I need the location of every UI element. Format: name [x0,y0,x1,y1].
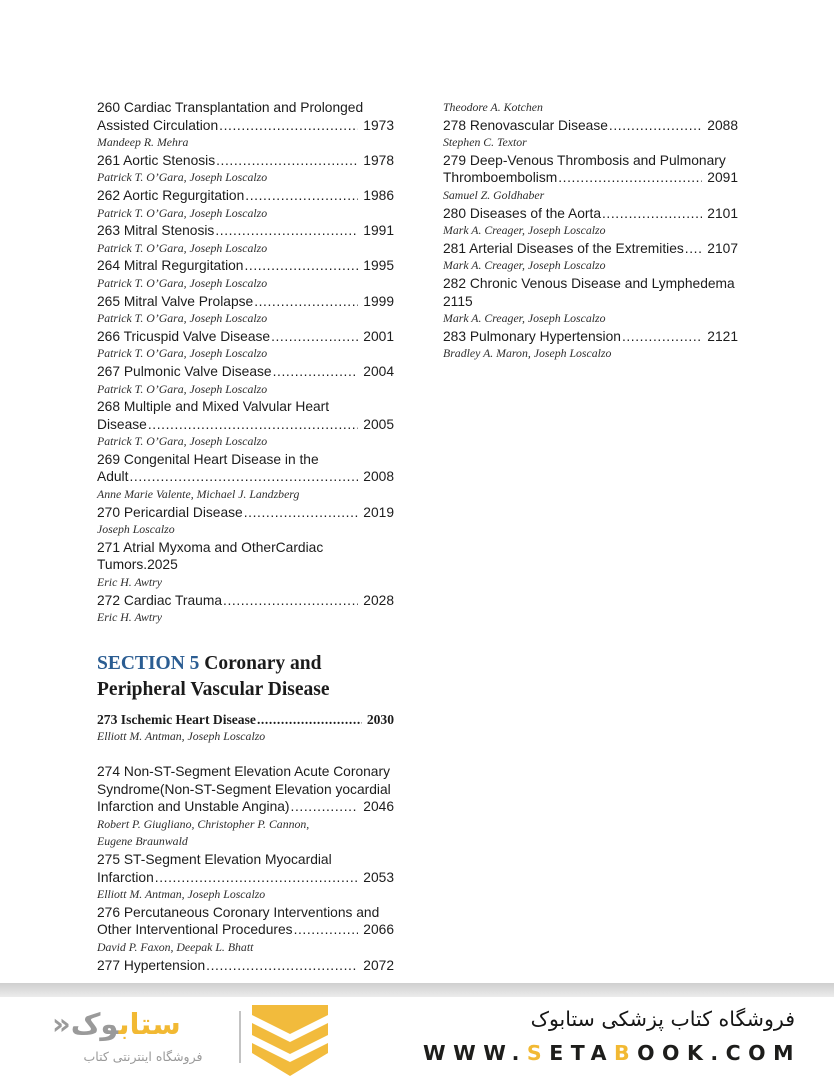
logo-divider [239,1011,241,1063]
toc-entry [443,99,738,117]
page-edge-shadow [0,983,834,997]
toc-title-line: 282 Chronic Venous Disease and Lymphedema [443,275,735,291]
toc-entry [97,257,394,292]
dot-leader [271,328,358,346]
toc-authors: Patrick T. O’Gara, Joseph Loscalzo [97,434,268,449]
toc-leader-line [97,468,394,486]
toc-entry [443,275,738,328]
toc-title-line: 2115 [443,293,473,309]
toc-leader-line [97,328,394,346]
toc-page-number: 2004 [363,363,394,379]
toc-entry [443,328,738,363]
dot-leader [257,711,362,729]
dot-leader [155,869,359,887]
toc-authors: Stephen C. Textor [443,135,527,150]
toc-title-line: Tumors.2025 [97,557,178,573]
toc-page-number: 1978 [363,152,394,168]
toc-authors: Anne Marie Valente, Michael J. Landzberg [97,487,300,502]
toc-leader-line [97,504,394,522]
website-url [423,1041,801,1065]
toc-page-number: 2046 [363,799,394,815]
toc-page-number: 2072 [363,957,394,973]
toc-entry [97,592,394,627]
dot-leader [245,187,358,205]
dot-leader [216,152,358,170]
toc-authors: Patrick T. O’Gara, Joseph Loscalzo [97,275,268,290]
toc-authors: Patrick T. O’Gara, Joseph Loscalzo [97,311,268,326]
toc-title-text: 266 Tricuspid Valve Disease [97,328,271,344]
toc-title-text: 278 Renovascular Disease [443,117,608,133]
toc-leader-line [97,293,394,311]
footer [0,997,834,1080]
dot-leader [602,205,702,223]
store-title: فروشگاه کتاب پزشکی ستابوک [530,1007,795,1031]
toc-authors: Patrick T. O’Gara, Joseph Loscalzo [97,381,268,396]
toc-column-left [97,99,394,974]
toc-title-text: Adult [97,469,129,485]
toc-entry [97,187,394,222]
toc-page-number: 2091 [707,170,738,186]
toc-page-number: 2019 [363,504,394,520]
toc-leader-line [97,117,394,135]
toc-entry [97,451,394,504]
toc-leader-line [97,869,394,887]
dot-leader [294,921,359,939]
dot-leader [206,957,358,975]
toc-title-text: 272 Cardiac Trauma [97,592,223,608]
toc-title-text: 264 Mitral Regurgitation [97,258,244,274]
wordmark-yellow-part: ستاب [118,1007,181,1041]
toc-page-number: 2005 [363,416,394,432]
dot-leader [685,240,703,258]
toc-authors: Mandeep R. Mehra [97,135,189,150]
toc-title-line: 279 Deep-Venous Thrombosis and Pulmonary [443,152,726,168]
dot-leader [291,798,359,816]
toc-title-line: 275 ST-Segment Elevation Myocardial [97,851,332,867]
toc-entry [97,851,394,904]
toc-title-text: 261 Aortic Stenosis [97,152,216,168]
dot-leader [622,328,702,346]
toc-title-text: Thromboembolism [443,170,558,186]
toc-page-number: 1973 [363,117,394,133]
toc-page-number: 2088 [707,117,738,133]
dot-leader [244,504,359,522]
toc-entry [97,539,394,592]
section-number-label: SECTION 5 [97,652,200,674]
toc-title-line: 276 Percutaneous Coronary Interventions and [97,904,380,920]
toc-entry [97,152,394,187]
toc-title-text: Infarction [97,869,154,885]
toc-authors: Eugene Braunwald [97,834,188,849]
toc-title-text: 270 Pericardial Disease [97,504,243,520]
setabook-chevron-emblem-icon [248,1003,332,1077]
toc-leader-line [443,117,738,135]
toc-entry [443,117,738,152]
toc-leader-line [97,798,394,816]
dot-leader [609,117,702,135]
wordmark-gray-part: وک [70,1007,119,1041]
toc-authors: Elliott M. Antman, Joseph Loscalzo [97,729,266,744]
section-heading-line [97,651,394,678]
toc-page-number: 1999 [363,293,394,309]
toc-title-text: 283 Pulmonary Hypertension [443,328,621,344]
toc-entry [97,222,394,257]
toc-leader-line [97,363,394,381]
dot-leader [219,117,358,135]
toc-title-line: Syndrome(Non-ST-Segment Elevation yocardial [97,781,391,797]
section-title: Coronary and [199,652,322,674]
toc-page-number: 1986 [363,187,394,203]
toc-authors: Patrick T. O’Gara, Joseph Loscalzo [97,346,268,361]
toc-page-number: 2101 [707,205,738,221]
url-segment: OOK.COM [637,1041,801,1065]
dot-leader [215,222,358,240]
toc-authors: Patrick T. O’Gara, Joseph Loscalzo [97,205,268,220]
dot-leader [244,257,358,275]
dot-leader [129,468,358,486]
toc-page-number: 2008 [363,469,394,485]
toc-leader-line [97,416,394,434]
dot-leader [223,592,358,610]
toc-page-number: 2107 [707,240,738,256]
toc-authors: Mark A. Creager, Joseph Loscalzo [443,258,606,273]
toc-title-text: 263 Mitral Stenosis [97,223,215,239]
toc-page-number: 2053 [363,869,394,885]
dot-leader [558,169,702,187]
toc-title-text: Infarction and Unstable Angina) [97,799,290,815]
toc-leader-line [443,240,738,258]
dot-leader [254,293,358,311]
toc-authors: Mark A. Creager, Joseph Loscalzo [443,311,606,326]
toc-title-text: 281 Arterial Diseases of the Extremities [443,240,684,256]
toc-title-line: 269 Congenital Heart Disease in the [97,451,319,467]
toc-leader-line [97,222,394,240]
toc-entry [97,711,394,746]
toc-entry [97,363,394,398]
dot-leader [273,363,359,381]
toc-leader-line [97,257,394,275]
toc-title-text: 280 Diseases of the Aorta [443,205,601,221]
toc-leader-line [97,921,394,939]
toc-title-line: 271 Atrial Myxoma and OtherCardiac [97,539,324,555]
toc-title-text: 262 Aortic Regurgitation [97,187,245,203]
toc-entry [97,398,394,451]
toc-leader-line [97,187,394,205]
toc-title-line: 268 Multiple and Mixed Valvular Heart [97,399,330,415]
toc-title-text: 273 Ischemic Heart Disease [97,711,256,727]
toc-page-number: 1991 [363,223,394,239]
toc-title-text: Other Interventional Procedures [97,922,293,938]
toc-title-text: Assisted Circulation [97,117,219,133]
toc-leader-line [443,205,738,223]
toc-authors: Mark A. Creager, Joseph Loscalzo [443,223,606,238]
toc-authors: Joseph Loscalzo [97,522,175,537]
toc-page-number: 2028 [363,592,394,608]
toc-page-number: 2121 [707,328,738,344]
toc-entry [443,205,738,240]
toc-leader-line [97,152,394,170]
setabook-logo-wordmark [52,1007,234,1041]
toc-entry [97,904,394,957]
toc-authors: Bradley A. Maron, Joseph Loscalzo [443,346,612,361]
toc-authors: Patrick T. O’Gara, Joseph Loscalzo [97,170,268,185]
toc-authors: Eric H. Awtry [97,610,162,625]
toc-column-right [443,99,738,363]
toc-entry [443,240,738,275]
toc-entry [97,504,394,539]
toc-authors: Elliott M. Antman, Joseph Loscalzo [97,887,266,902]
toc-title-line: 274 Non-ST-Segment Elevation Acute Coronary [97,764,390,779]
logo-tagline: فروشگاه اینترنتی کتاب [83,1049,203,1064]
toc-title-text: 277 Hypertension [97,957,206,973]
section-heading [97,651,394,704]
section-title-line2: Peripheral Vascular Disease [97,679,330,701]
toc-authors: Theodore A. Kotchen [443,100,543,114]
toc-leader-line [443,169,738,187]
toc-leader-line [97,711,394,729]
toc-entry [443,152,738,205]
toc-leader-line [443,328,738,346]
toc-leader-line [97,957,394,975]
toc-entry [97,328,394,363]
url-segment: WWW. [422,1041,527,1065]
toc-title-text: 267 Pulmonic Valve Disease [97,363,272,379]
toc-authors: Samuel Z. Goldhaber [443,187,545,202]
toc-title-line: 260 Cardiac Transplantation and Prolonged [97,100,364,115]
toc-page-number: 1995 [363,258,394,274]
toc-authors: Patrick T. O’Gara, Joseph Loscalzo [97,240,268,255]
toc-page-number: 2001 [363,328,394,344]
toc-authors: David P. Faxon, Deepak L. Bhatt [97,939,254,954]
toc-page-number: 2066 [363,922,394,938]
toc-title-text: 265 Mitral Valve Prolapse [97,293,254,309]
toc-authors: Eric H. Awtry [97,575,162,590]
url-segment: B [613,1041,638,1065]
url-segment: S [526,1041,550,1065]
toc-entry [97,293,394,328]
toc-authors: Robert P. Giugliano, Christopher P. Cannon, [97,816,310,831]
url-segment: ETA [549,1041,614,1065]
toc-entry [97,957,394,975]
wordmark-guillemet: ‏« [52,1007,71,1041]
dot-leader [148,416,358,434]
toc-leader-line [97,592,394,610]
toc-page-number: 2030 [366,711,394,727]
toc-title-text: Disease [97,416,147,432]
toc-entry [97,763,394,851]
toc-entry [97,99,394,152]
